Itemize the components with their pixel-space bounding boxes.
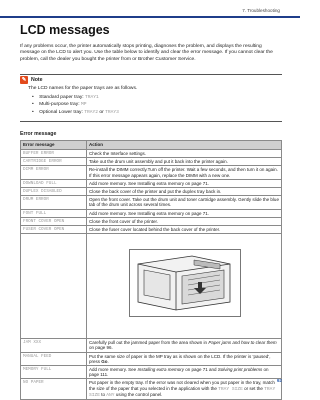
section-heading: Error message	[20, 131, 57, 137]
table-row	[21, 179, 282, 187]
printer-illustration	[130, 250, 238, 314]
error-action: Add more memory. See Installing extra memory on page 71.	[87, 179, 282, 187]
error-action: Open the front cover. Take out the drum unit and toner cartridge assembly. Gently slide the blue tab of the drum unit across several times.	[87, 196, 282, 209]
error-code: CARTRIDGE ERROR	[21, 158, 87, 166]
column-header: Action	[87, 141, 282, 150]
table-row	[21, 226, 282, 234]
note-item: • Optional Lower tray: TRAY2 or TRAY3	[32, 109, 119, 116]
error-action: Carefully pull out the jammed paper from the area shown in Paper jams and how to clear them on page 96.	[87, 339, 282, 352]
page-title: LCD messages	[20, 23, 110, 37]
error-action: Close the front cover of the printer.	[87, 217, 282, 225]
error-action: Check the Interface settings.	[87, 150, 282, 158]
error-code: MANUAL FEED	[21, 352, 87, 365]
note-text: The LCD names for the paper trays are as follows.	[28, 86, 138, 91]
error-code: DOWNLOAD FULL	[21, 179, 87, 187]
table-row-illustration	[21, 234, 282, 339]
error-action: Put the same size of paper in the MP tray as is shown on the LCD. If the printer is ‘paused’, press Go.	[87, 352, 282, 365]
table-row	[21, 209, 282, 217]
tray-code: TRAY1	[85, 95, 99, 100]
note-rule-top	[20, 74, 282, 75]
error-code: BUFFER ERROR	[21, 150, 87, 158]
header-rule	[0, 16, 300, 18]
table-row	[21, 166, 282, 179]
note-icon: ✎	[21, 77, 27, 83]
column-header: Error message	[21, 141, 87, 150]
error-action: Take out the drum unit assembly and put it back into the printer again.	[87, 158, 282, 166]
note-label: Note	[31, 77, 43, 83]
blank-cell	[21, 234, 87, 339]
tray-code: TRAY3	[105, 109, 119, 115]
tray-code: MP	[80, 102, 87, 108]
note-item: • Standard paper tray: TRAY1	[32, 94, 119, 101]
error-code: FUSER COVER OPEN	[21, 226, 87, 234]
error-action: Add more memory. See Installing extra memory on page 71.	[87, 209, 282, 217]
table-row	[21, 366, 282, 379]
note-header	[20, 76, 43, 84]
table-row	[21, 196, 282, 209]
table-row	[21, 352, 282, 365]
error-action: Close the back cover of the printer and put the duplex tray back in.	[87, 188, 282, 196]
error-code: MEMORY FULL	[21, 366, 87, 379]
chapter-header: 7. Troubleshooting	[242, 8, 280, 13]
table-row	[21, 339, 282, 352]
table-row	[21, 217, 282, 225]
error-code: DRUM ERROR	[21, 196, 87, 209]
tray-code: TRAY2	[84, 109, 98, 115]
error-code: DUPLEX DISABLED	[21, 188, 87, 196]
error-table	[20, 140, 282, 400]
note-rule-bottom	[20, 121, 282, 122]
table-row	[21, 150, 282, 158]
note-item: • Multi-purpose tray: MP	[32, 101, 119, 108]
error-action: Add more memory. See Installing extra memory on page 71 and Solving print problems on page 111.	[87, 366, 282, 379]
error-code: FONT FULL	[21, 209, 87, 217]
table-header-row	[21, 141, 282, 150]
error-code: JAM XXX	[21, 339, 87, 352]
illustration-cell	[87, 234, 282, 339]
page-number: 92	[276, 378, 282, 383]
note-list	[32, 94, 119, 116]
error-action: Put paper in the empty tray. If the error was not cleared when you put paper in the tray, match the size of the paper that you selected in the application with the TRAY SIZE or set the TRAY SIZE to ANY using the control panel.	[87, 379, 282, 400]
error-code: NO PAPER	[21, 379, 87, 400]
error-code: FRONT COVER OPEN	[21, 217, 87, 225]
printer-illustration-frame	[129, 249, 241, 317]
table-row	[21, 188, 282, 196]
error-code: DIMM ERROR	[21, 166, 87, 179]
error-action: Close the fuser cover located behind the back cover of the printer.	[87, 226, 282, 234]
table-row	[21, 379, 282, 400]
intro-paragraph: If any problems occur, the printer automatically stops printing, diagnoses the problem, and displays the resulting message on the LCD to alert you. Use the table below to identify and clear the error message. If you cannot clear the problem, call the dealer you bought the printer from or Brother Customer Service.	[20, 44, 273, 62]
error-action: Re-install the DIMM correctly.Turn off the printer. Wait a few seconds, and then turn it on again. If this error message appears again, replace the DIMM with a new one.	[87, 166, 282, 179]
table-row	[21, 158, 282, 166]
